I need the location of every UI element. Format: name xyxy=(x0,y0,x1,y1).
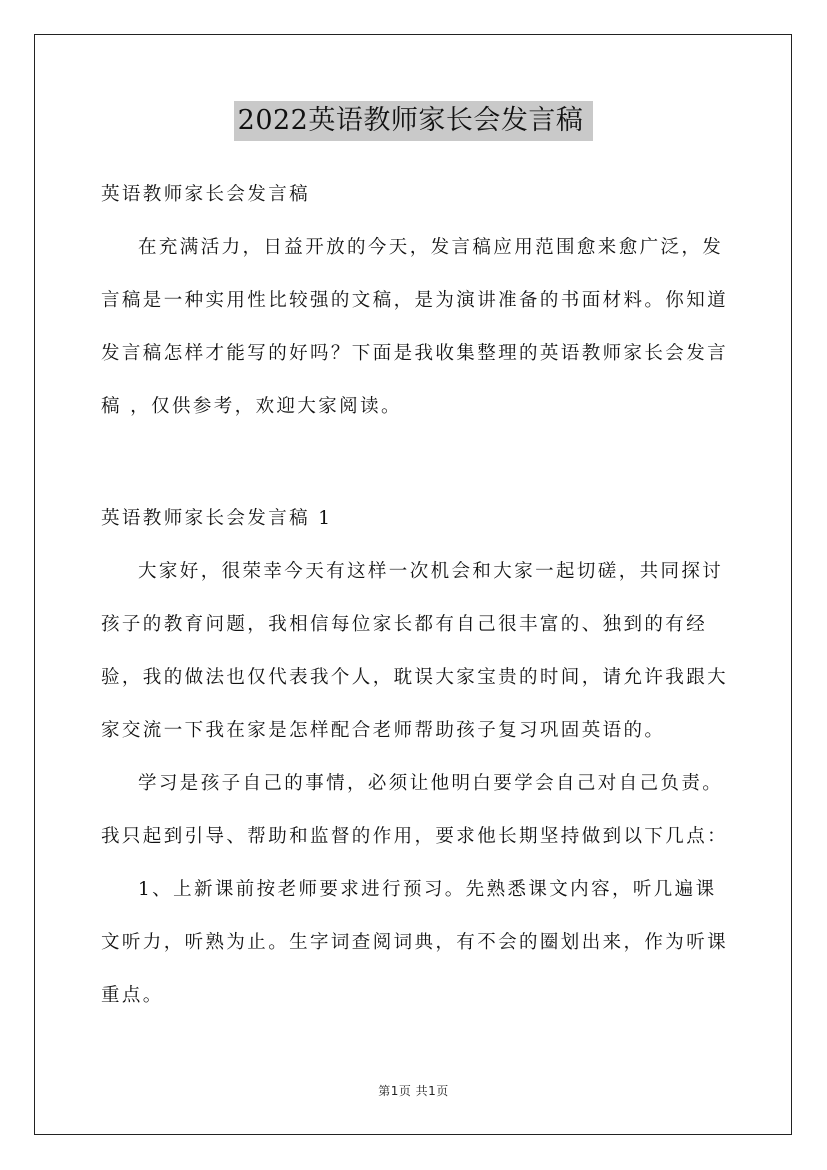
document-subtitle: 英语教师家长会发言稿 xyxy=(101,184,311,205)
section-paragraph-2: 学习是孩子自己的事情，必须让他明白要学会自己对自己负责。我只起到引导、帮助和监督的作用，要求他长期坚持做到以下几点： xyxy=(101,773,729,847)
section-heading: 英语教师家长会发言稿 1 xyxy=(101,508,333,529)
intro-section xyxy=(101,168,737,433)
section-paragraph-1: 大家好，很荣幸今天有这样一次机会和大家一起切磋，共同探讨孩子的教育问题，我相信每位家长都有自己很丰富的、独到的有经验，我的做法也仅代表我个人，耽误大家宝贵的时间，请允许我跟大家交流一下我在家是怎样配合老师帮助孩子复习巩固英语的。 xyxy=(101,561,729,741)
title-container xyxy=(0,101,827,141)
intro-paragraph: 在充满活力，日益开放的今天，发言稿应用范围愈来愈广泛，发言稿是一种实用性比较强的文稿，是为演讲准备的书面材料。你知道发言稿怎样才能写的好吗？下面是我收集整理的英语教师家长会发言稿 ，仅供参考，欢迎大家阅读。 xyxy=(101,237,729,417)
page-footer: 第1页 共1页 xyxy=(378,1084,449,1098)
section-1 xyxy=(101,492,737,1022)
section-paragraph-3: 1、上新课前按老师要求进行预习。先熟悉课文内容，听几遍课文听力，听熟为止。生字词查阅词典，有不会的圈划出来，作为听课重点。 xyxy=(101,879,729,1006)
document-title: 2022英语教师家长会发言稿 xyxy=(234,101,594,141)
